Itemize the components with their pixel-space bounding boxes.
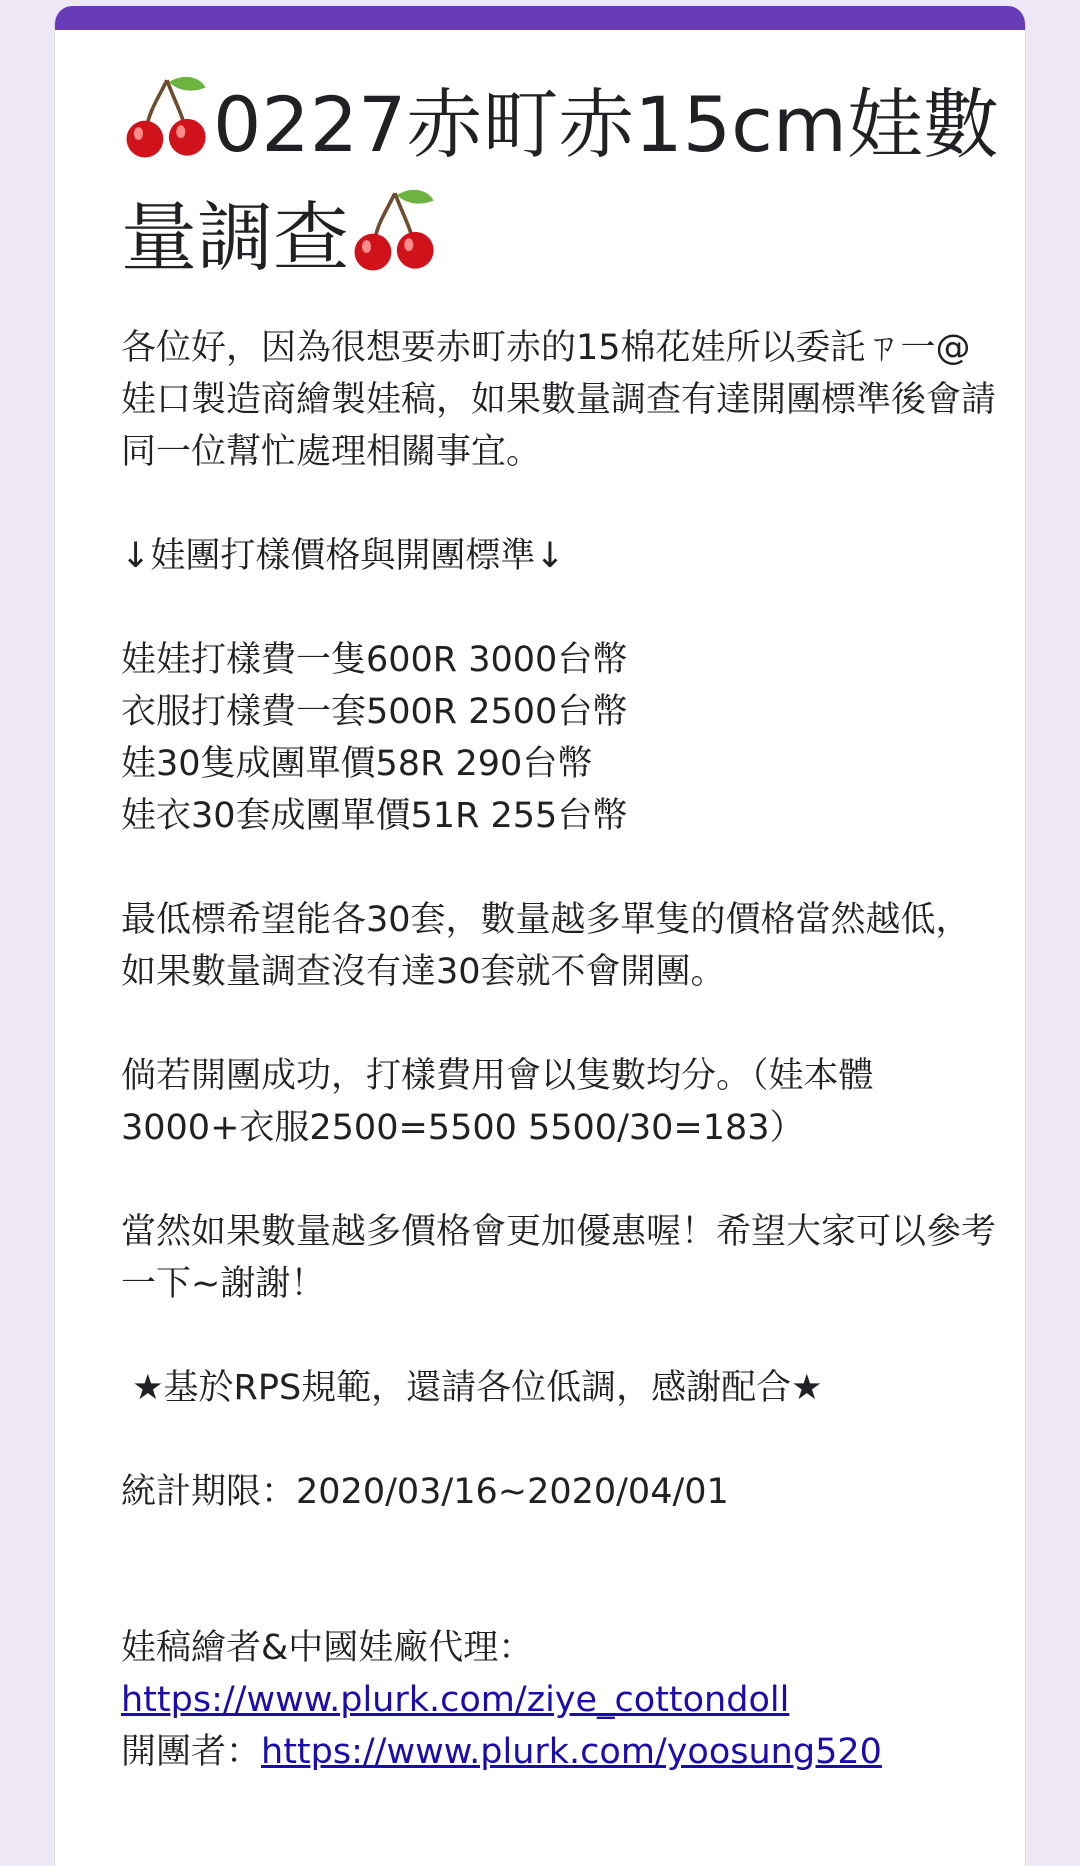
form-description	[121, 322, 1001, 1778]
deadline-value: 2020/03/16~2020/04/01	[296, 1472, 729, 1512]
artist-link[interactable]: https://www.plurk.com/ziye_cottondoll	[121, 1680, 790, 1720]
organizer-line	[121, 1726, 1001, 1778]
description-section-heading: ↓娃團打樣價格與開團標準↓	[121, 536, 565, 576]
description-deadline	[121, 1466, 1001, 1518]
cherry-icon	[349, 184, 441, 276]
deadline-label: 統計期限：	[121, 1472, 297, 1512]
organizer-label: 開團者：	[121, 1732, 262, 1772]
price-line: 衣服打樣費一套500R 2500台幣	[121, 692, 628, 732]
cherry-icon	[121, 71, 213, 163]
artist-label: 娃稿繪者&中國娃廠代理：	[121, 1628, 534, 1668]
price-line: 娃娃打樣費一隻600R 3000台幣	[121, 640, 628, 680]
description-discount: 當然如果數量越多價格會更加優惠喔！希望大家可以參考一下~謝謝！	[121, 1212, 997, 1304]
form-title-text: 0227赤町赤15cm娃數量調查	[121, 80, 999, 282]
form-header-card	[54, 6, 1026, 1866]
price-line: 娃衣30套成團單價51R 255台幣	[121, 796, 628, 836]
description-rps-notice: ★基於RPS規範，還請各位低調，感謝配合★	[121, 1368, 823, 1408]
price-line: 娃30隻成團單價58R 290台幣	[121, 744, 593, 784]
form-content	[121, 68, 1001, 1778]
form-title	[121, 68, 1001, 294]
card-accent-bar	[55, 6, 1025, 30]
description-intro: 各位好，因為很想要赤町赤的15棉花娃所以委託ㄗ一@娃口製造商繪製娃稿，如果數量調查有達開團標準後會請同一位幫忙處理相關事宜。	[121, 328, 997, 472]
description-split-fee: 倘若開團成功，打樣費用會以隻數均分。（娃本體3000+衣服2500=5500 5500/30=183）	[121, 1056, 874, 1148]
organizer-link[interactable]: https://www.plurk.com/yoosung520	[261, 1732, 882, 1772]
description-minimum: 最低標希望能各30套，數量越多單隻的價格當然越低，如果數量調查沒有達30套就不會開團。	[121, 900, 971, 992]
